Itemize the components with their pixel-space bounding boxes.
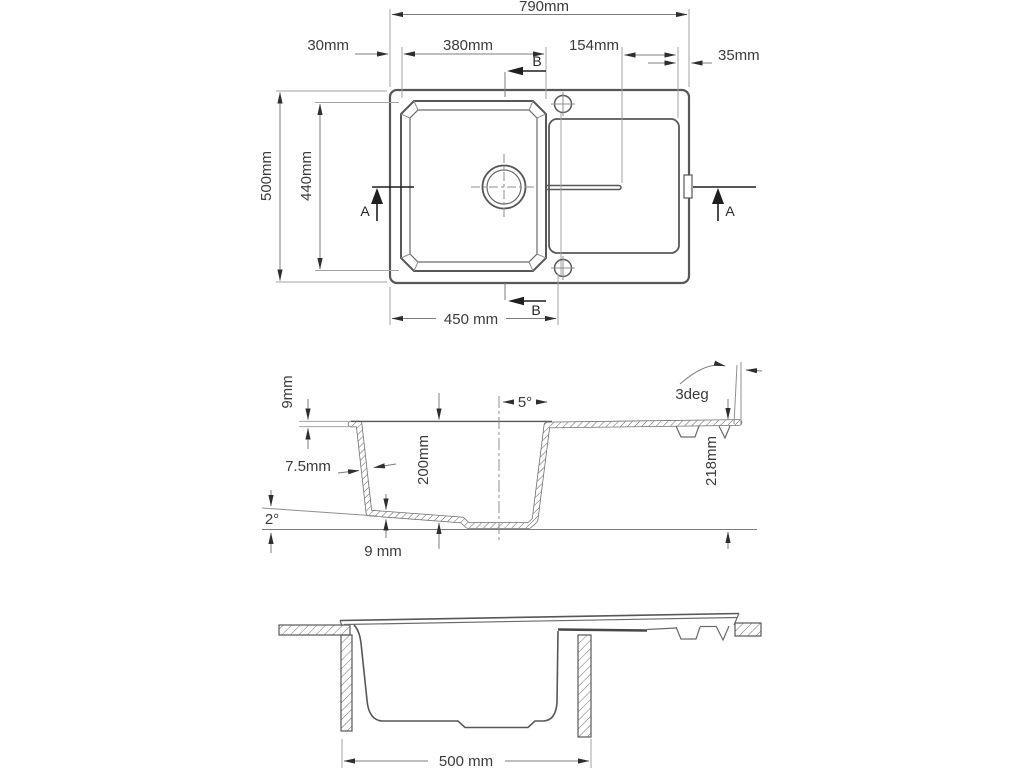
- slanted-edge-line: [734, 365, 737, 424]
- drain-groove: [546, 186, 621, 190]
- bowl-corner-seams: [401, 101, 546, 271]
- section-b-bottom-label: B: [531, 302, 541, 318]
- drip-edge-side: [719, 426, 730, 438]
- sink-cut-profile: [351, 423, 739, 526]
- dim-bowl-width: 380mm: [442, 37, 494, 54]
- front-section-view: [279, 614, 761, 768]
- dim-cabinet-width: 500 mm: [438, 753, 494, 768]
- dim-bottom-width: 450 mm: [443, 311, 499, 328]
- drip-edge-front: [716, 626, 729, 640]
- side-section-view: [262, 362, 762, 560]
- dim-left-offset: 30mm: [307, 37, 349, 54]
- countertop-right: [735, 623, 761, 636]
- section-a-left-label: A: [360, 203, 370, 219]
- bowl-front-profile: [354, 625, 558, 728]
- top-view-dimensions: [258, 0, 760, 328]
- dim-overall-depth: 500mm: [258, 150, 275, 202]
- countertop-left: [279, 625, 350, 635]
- clip-notch-front: [676, 627, 700, 639]
- cabinet-wall-right: [578, 635, 591, 737]
- drain-centerlines: [471, 154, 537, 220]
- rim-front-top: [340, 614, 739, 621]
- dim-bowl-depth-side: 200mm: [415, 434, 432, 486]
- top-view: [258, 0, 760, 328]
- clip-notch-side: [676, 426, 699, 437]
- faucet-hole-bottom: [551, 256, 575, 280]
- side-view-dimensions: [265, 365, 762, 560]
- overflow-mark: [684, 175, 692, 198]
- dim-base-thickness: 9 mm: [364, 543, 402, 560]
- faucet-hole-top: [551, 92, 575, 116]
- dim-wall-thickness: 7.5mm: [285, 458, 331, 475]
- cabinet-wall-left: [341, 635, 352, 731]
- dim-bowl-wall-angle: 5°: [517, 394, 533, 411]
- dim-rim-thickness: 9mm: [279, 375, 296, 409]
- front-view-dimensions: [342, 739, 591, 768]
- dim-overall-width: 790mm: [518, 0, 570, 15]
- drainer-underside-thin: [647, 628, 676, 630]
- dim-groove-length: 154mm: [568, 37, 619, 54]
- drainer-underside-thick: [558, 630, 647, 631]
- section-a-right-label: A: [725, 203, 735, 219]
- rim-front-bottom: [344, 618, 737, 625]
- dim-base-angle: 2°: [264, 511, 280, 528]
- dim-drainer-angle: 3deg: [675, 386, 709, 403]
- dim-right-offset: 35mm: [718, 47, 760, 64]
- dim-bowl-depth: 440mm: [298, 150, 315, 202]
- bowl-rim-inner: [410, 110, 537, 262]
- section-b-top-label: B: [532, 53, 542, 69]
- slope-2deg-line: [262, 508, 377, 516]
- dim-overall-height: 218mm: [703, 435, 720, 487]
- bowl-rim-outer: [401, 101, 546, 271]
